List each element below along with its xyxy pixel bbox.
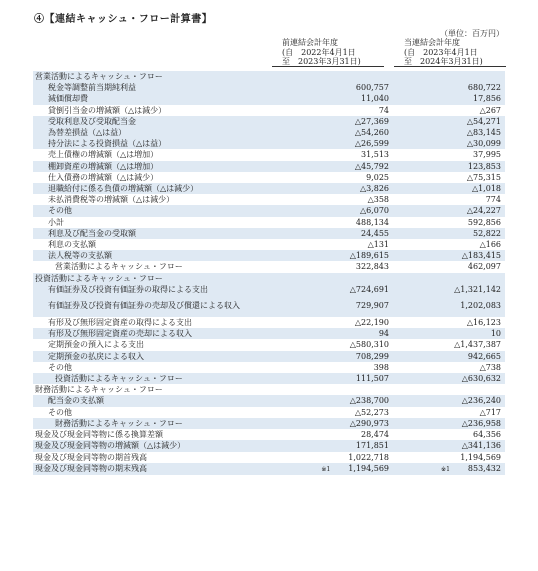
value-text: △724,691 bbox=[349, 284, 389, 294]
table-row bbox=[33, 295, 505, 317]
table-row bbox=[33, 261, 505, 272]
value-text: △358 bbox=[367, 195, 389, 205]
value-text: △717 bbox=[479, 407, 501, 417]
prior-year-value bbox=[281, 351, 393, 362]
prior-year-value bbox=[281, 239, 393, 250]
row-label: 財務活動によるキャッシュ・フロー bbox=[33, 418, 281, 429]
value-text: △166 bbox=[479, 240, 501, 250]
row-label: 営業活動によるキャッシュ・フロー bbox=[55, 262, 183, 272]
row-label: 現金及び現金同等物の増減額（△は減少） bbox=[33, 440, 281, 451]
value-text: △3,826 bbox=[359, 184, 389, 194]
prior-year-value bbox=[281, 172, 393, 183]
row-label: その他 bbox=[33, 205, 281, 216]
value-text: 708,299 bbox=[355, 351, 389, 361]
value-text: △341,136 bbox=[461, 441, 501, 451]
current-year-value bbox=[393, 339, 505, 350]
value-text: 10 bbox=[490, 329, 501, 339]
current-year-value bbox=[393, 116, 505, 127]
prior-year-value bbox=[281, 93, 393, 104]
value-text: 28,474 bbox=[361, 430, 389, 440]
prior-year-value bbox=[281, 463, 393, 475]
prior-year-value bbox=[281, 71, 393, 82]
current-year-value bbox=[393, 407, 505, 418]
value-text: 171,851 bbox=[355, 441, 389, 451]
row-label: 有価証券及び投資有価証券の取得による支出 bbox=[33, 284, 281, 295]
column-period-to: 至 2024年3月31日) bbox=[404, 57, 483, 66]
value-text: △83,145 bbox=[466, 128, 501, 138]
row-label: 為替差損益（△は益） bbox=[33, 127, 281, 138]
table-row bbox=[33, 351, 505, 362]
statement-title: ④【連結キャッシュ・フロー計算書】 bbox=[34, 14, 213, 25]
value-text: △290,973 bbox=[349, 418, 389, 428]
current-year-value bbox=[393, 440, 505, 451]
prior-year-value bbox=[281, 295, 393, 317]
table-row bbox=[33, 205, 505, 216]
current-year-value bbox=[393, 228, 505, 239]
current-year-value bbox=[393, 284, 505, 295]
value-text: 774 bbox=[485, 195, 501, 205]
row-label: 定期預金の払戻による収入 bbox=[33, 351, 281, 362]
prior-year-value bbox=[281, 205, 393, 216]
value-text: 322,843 bbox=[355, 262, 389, 272]
prior-year-value bbox=[281, 452, 393, 463]
current-year-value bbox=[393, 194, 505, 205]
value-text: △52,273 bbox=[354, 407, 389, 417]
row-label: 有形及び無形固定資産の取得による支出 bbox=[48, 318, 192, 328]
value-text: 462,097 bbox=[467, 262, 501, 272]
value-text: 64,356 bbox=[473, 430, 501, 440]
current-year-value bbox=[393, 452, 505, 463]
value-text: 94 bbox=[378, 329, 389, 339]
prior-year-value bbox=[281, 105, 393, 116]
value-text: △1,018 bbox=[471, 184, 501, 194]
table-row bbox=[33, 93, 505, 104]
prior-year-value bbox=[281, 116, 393, 127]
value-text: △30,099 bbox=[466, 139, 501, 149]
current-year-value bbox=[393, 463, 505, 475]
current-year-value bbox=[393, 250, 505, 261]
value-text: △236,958 bbox=[461, 418, 501, 428]
value-text: 680,722 bbox=[467, 83, 501, 93]
table-row bbox=[33, 138, 505, 149]
value-text: △75,315 bbox=[466, 172, 501, 182]
row-label: 投資活動によるキャッシュ・フロー bbox=[33, 273, 281, 284]
prior-year-value bbox=[281, 395, 393, 406]
value-text: △45,792 bbox=[354, 161, 389, 171]
current-year-value bbox=[393, 295, 505, 317]
unit-note: （単位：百万円） bbox=[440, 29, 504, 38]
row-label: 退職給付に係る負債の増減額（△は減少） bbox=[33, 183, 281, 194]
current-year-value bbox=[393, 418, 505, 429]
row-label: 減価償却費 bbox=[33, 93, 281, 104]
row-label: 受取利息及び受取配当金 bbox=[33, 116, 281, 127]
prior-year-value bbox=[281, 328, 393, 339]
value-text: 600,757 bbox=[355, 83, 389, 93]
table-row bbox=[33, 317, 505, 328]
current-year-value bbox=[393, 93, 505, 104]
table-row bbox=[33, 362, 505, 373]
row-label: 配当金の支払額 bbox=[33, 395, 281, 406]
table-row bbox=[33, 407, 505, 418]
table-row bbox=[33, 328, 505, 339]
current-year-value bbox=[393, 239, 505, 250]
value-text: 853,432 bbox=[467, 463, 501, 473]
table-row bbox=[33, 284, 505, 295]
value-text: △6,070 bbox=[359, 206, 389, 216]
value-text: △54,271 bbox=[466, 116, 501, 126]
header-underline bbox=[272, 66, 384, 67]
table-row bbox=[33, 183, 505, 194]
prior-year-value bbox=[281, 138, 393, 149]
table-row bbox=[33, 116, 505, 127]
row-label: 営業活動によるキャッシュ・フロー bbox=[33, 71, 281, 82]
value-text: △580,310 bbox=[349, 340, 389, 350]
value-text: 123,853 bbox=[467, 161, 501, 171]
header-underline bbox=[394, 66, 506, 67]
value-text: 37,995 bbox=[473, 150, 501, 160]
value-text: 11,040 bbox=[361, 94, 389, 104]
value-text: 111,507 bbox=[355, 374, 389, 384]
value-text: 729,907 bbox=[355, 301, 389, 311]
table-row bbox=[33, 149, 505, 160]
current-year-value bbox=[393, 127, 505, 138]
value-text: △26,599 bbox=[354, 139, 389, 149]
row-label: その他 bbox=[48, 407, 72, 417]
value-text: 52,822 bbox=[473, 228, 501, 238]
table-row bbox=[33, 172, 505, 183]
prior-year-value bbox=[281, 82, 393, 93]
prior-year-value bbox=[281, 261, 393, 272]
row-label: 定期預金の預入による支出 bbox=[48, 340, 144, 350]
value-text: △630,632 bbox=[461, 374, 501, 384]
table-row bbox=[33, 452, 505, 463]
prior-year-value bbox=[281, 217, 393, 228]
value-text: △236,240 bbox=[461, 396, 501, 406]
prior-year-value bbox=[281, 373, 393, 384]
prior-year-value bbox=[281, 418, 393, 429]
current-year-value bbox=[393, 384, 505, 395]
prior-year-value bbox=[281, 183, 393, 194]
row-label: 利息及び配当金の受取額 bbox=[33, 228, 281, 239]
table-row bbox=[33, 161, 505, 172]
current-year-value bbox=[393, 217, 505, 228]
column-period-from: (自 2023年4月1日 bbox=[404, 47, 478, 57]
row-label: 貸倒引当金の増減額（△は減少） bbox=[48, 105, 167, 115]
value-text: △1,437,387 bbox=[454, 340, 501, 350]
prior-year-value bbox=[281, 362, 393, 373]
table-row bbox=[33, 71, 505, 82]
current-year-value bbox=[393, 351, 505, 362]
prior-year-value bbox=[281, 273, 393, 284]
current-year-value bbox=[393, 82, 505, 93]
row-label: 持分法による投資損益（△は益） bbox=[33, 138, 281, 149]
column-header-current-year bbox=[404, 38, 500, 67]
value-text: 74 bbox=[378, 105, 389, 115]
table-row bbox=[33, 339, 505, 350]
value-text: △183,415 bbox=[461, 251, 501, 261]
value-text: △238,700 bbox=[349, 396, 389, 406]
prior-year-value bbox=[281, 317, 393, 328]
table-row bbox=[33, 250, 505, 261]
current-year-value bbox=[393, 317, 505, 328]
value-text: △738 bbox=[479, 362, 501, 372]
prior-year-value bbox=[281, 407, 393, 418]
row-label: 財務活動によるキャッシュ・フロー bbox=[35, 385, 163, 395]
row-label: 仕入債務の増減額（△は減少） bbox=[48, 172, 159, 182]
prior-year-value bbox=[281, 149, 393, 160]
value-text: △16,123 bbox=[466, 318, 501, 328]
current-year-value bbox=[393, 161, 505, 172]
row-label: 現金及び現金同等物の期末残高 bbox=[33, 463, 281, 475]
column-period-to: 至 2023年3月31日) bbox=[282, 57, 361, 66]
current-year-value bbox=[393, 149, 505, 160]
current-year-value bbox=[393, 172, 505, 183]
value-text: 9,025 bbox=[366, 172, 389, 182]
table-row bbox=[33, 395, 505, 406]
row-label: 利息の支払額 bbox=[48, 240, 96, 250]
value-text: 488,134 bbox=[355, 217, 389, 227]
prior-year-value bbox=[281, 194, 393, 205]
table-row bbox=[33, 440, 505, 451]
table-row bbox=[33, 418, 505, 429]
row-label: その他 bbox=[48, 362, 72, 372]
prior-year-value bbox=[281, 339, 393, 350]
value-text: 24,455 bbox=[361, 228, 389, 238]
table-row bbox=[33, 429, 505, 440]
row-label: 有形及び無形固定資産の売却による収入 bbox=[33, 328, 281, 339]
table-row bbox=[33, 273, 505, 284]
value-text: 398 bbox=[373, 362, 389, 372]
table-row bbox=[33, 463, 505, 475]
current-year-value bbox=[393, 183, 505, 194]
row-label: 有価証券及び投資有価証券の売却及び償還による収入 bbox=[33, 295, 281, 317]
prior-year-value bbox=[281, 384, 393, 395]
current-year-value bbox=[393, 261, 505, 272]
current-year-value bbox=[393, 373, 505, 384]
prior-year-value bbox=[281, 440, 393, 451]
value-text: △24,227 bbox=[466, 206, 501, 216]
table-row bbox=[33, 82, 505, 93]
table-row bbox=[33, 194, 505, 205]
prior-year-value bbox=[281, 127, 393, 138]
value-text: △54,260 bbox=[354, 128, 389, 138]
value-text: 31,513 bbox=[361, 150, 389, 160]
value-text: △189,615 bbox=[349, 251, 389, 261]
value-text: △131 bbox=[367, 240, 389, 250]
row-label: 税金等調整前当期純利益 bbox=[33, 82, 281, 93]
prior-year-value bbox=[281, 250, 393, 261]
value-text: 942,665 bbox=[467, 351, 501, 361]
value-text: 1,194,569 bbox=[348, 463, 389, 473]
row-label: 小計 bbox=[48, 217, 64, 227]
row-label: 未払消費税等の増減額（△は減少） bbox=[48, 195, 175, 205]
column-period-from: (自 2022年4月1日 bbox=[282, 47, 356, 57]
value-text: 1,022,718 bbox=[348, 452, 389, 462]
table-row bbox=[33, 384, 505, 395]
row-label: 棚卸資産の増減額（△は増加） bbox=[33, 161, 281, 172]
column-name: 前連結会計年度 bbox=[282, 38, 338, 47]
value-text: △27,369 bbox=[354, 116, 389, 126]
column-header-prior-year bbox=[282, 38, 378, 67]
value-text: 1,202,083 bbox=[460, 301, 501, 311]
row-label: 現金及び現金同等物に係る換算差額 bbox=[35, 430, 163, 440]
value-text: 1,194,569 bbox=[460, 452, 501, 462]
value-text: △1,321,142 bbox=[454, 284, 501, 294]
prior-year-value bbox=[281, 161, 393, 172]
table-row bbox=[33, 373, 505, 384]
cash-flow-table bbox=[33, 71, 505, 475]
table-row bbox=[33, 239, 505, 250]
column-name: 当連結会計年度 bbox=[404, 38, 460, 47]
current-year-value bbox=[393, 362, 505, 373]
value-text: △22,190 bbox=[354, 318, 389, 328]
row-label: 売上債権の増減額（△は増加） bbox=[48, 150, 159, 160]
table-row bbox=[33, 217, 505, 228]
value-text: 17,856 bbox=[473, 94, 501, 104]
table-row bbox=[33, 105, 505, 116]
current-year-value bbox=[393, 205, 505, 216]
current-year-value bbox=[393, 105, 505, 116]
current-year-value bbox=[393, 328, 505, 339]
current-year-value bbox=[393, 395, 505, 406]
value-text: △267 bbox=[479, 105, 501, 115]
footnote-marker: ※1 bbox=[441, 465, 450, 473]
prior-year-value bbox=[281, 228, 393, 239]
footnote-marker: ※1 bbox=[321, 465, 331, 473]
row-label: 現金及び現金同等物の期首残高 bbox=[35, 452, 147, 462]
row-label: 投資活動によるキャッシュ・フロー bbox=[33, 373, 281, 384]
current-year-value bbox=[393, 429, 505, 440]
value-text: 592,856 bbox=[467, 217, 501, 227]
current-year-value bbox=[393, 273, 505, 284]
row-label: 法人税等の支払額 bbox=[33, 250, 281, 261]
current-year-value bbox=[393, 138, 505, 149]
current-year-value bbox=[393, 71, 505, 82]
prior-year-value bbox=[281, 429, 393, 440]
prior-year-value bbox=[281, 284, 393, 295]
table-row bbox=[33, 127, 505, 138]
table-row bbox=[33, 228, 505, 239]
